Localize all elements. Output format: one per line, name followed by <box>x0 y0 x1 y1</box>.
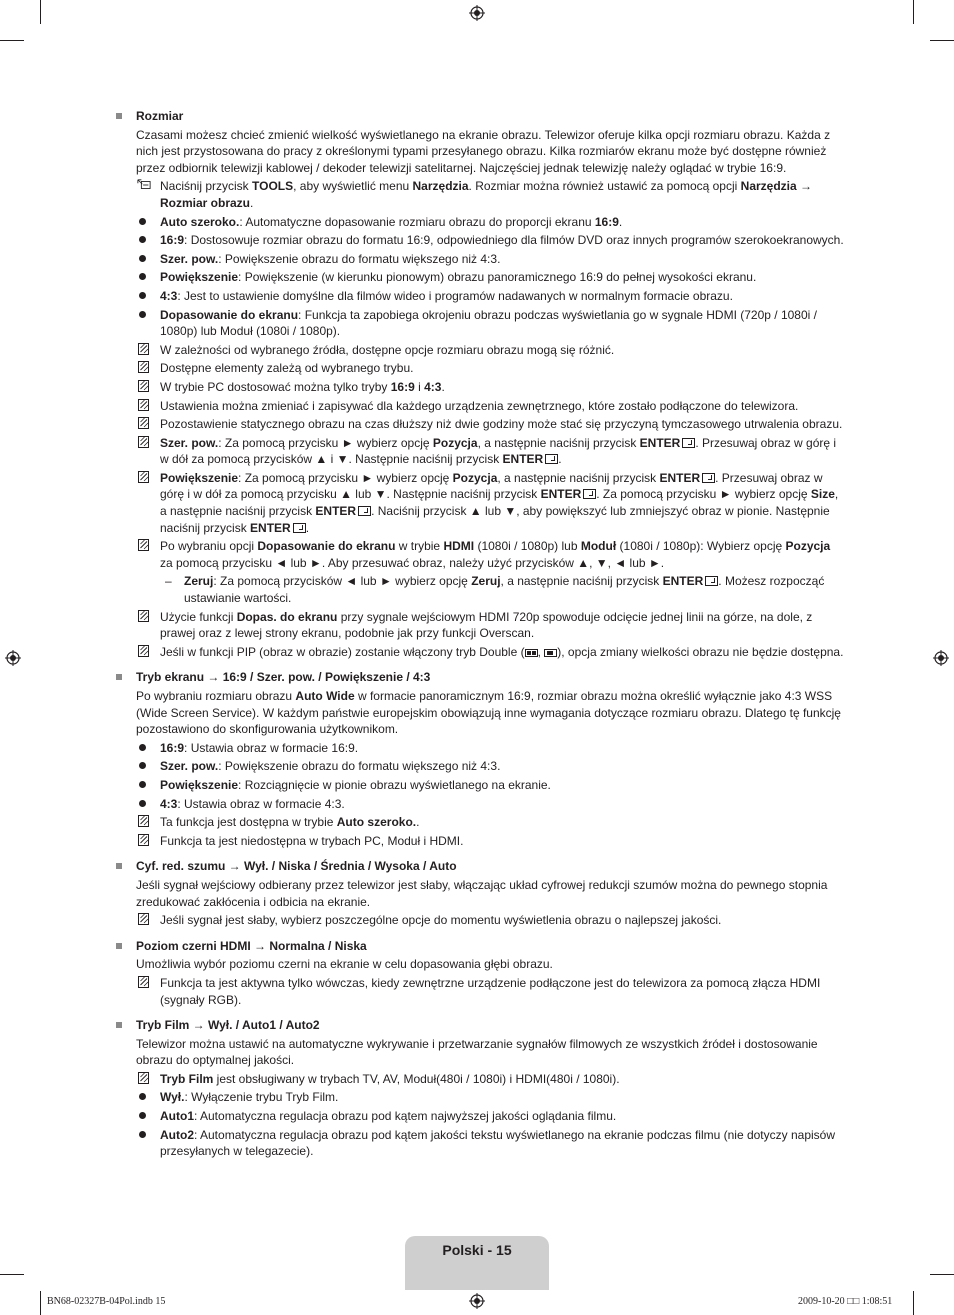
paragraph: Po wybraniu rozmiaru obrazu Auto Wide w formacie panoramicznym 16:9, rozmiar obrazu można określić wyłącznie jako 4:3 WSS (Wide Screen Service). W każdym państwie europejskim obowiązują inne wymagania dotyczące rozmiaru obrazu. Dlatego tę funkcję pozostawiono do skonfigurowania użytkownikom. <box>136 689 841 737</box>
paragraph: Jeśli sygnał wejściowy odbierany przez telewizor jest słaby, włączając układ cyfrowej redukcji szumów można do pewnego stopnia zredukować zakłócenia i odbicia na ekranie. <box>136 877 828 909</box>
note-item: Pozostawienie statycznego obrazu na czas dłuższy niż dwie godziny może stać się przyczyną tymczasowego utrwalenia obrazu. <box>115 416 845 433</box>
section <box>115 858 845 928</box>
section <box>115 108 845 660</box>
bullet-dot-icon <box>139 236 146 243</box>
tools-item: Naciśnij przycisk TOOLS, aby wyświetlić menu Narzędzia. Rozmiar można również ustawić za pomocą opcji Narzędzia → Rozmiar obrazu. <box>115 178 845 211</box>
note-item: Ta funkcja jest dostępna w trybie Auto szeroko.. <box>115 814 845 831</box>
square-bullet-icon <box>116 863 122 869</box>
bullet-dot-icon <box>139 744 146 751</box>
note-icon <box>137 975 151 989</box>
bullet-item: Powiększenie: Rozciągnięcie w pionie obrazu wyświetlanego na ekranie. <box>115 777 845 794</box>
section-heading <box>115 938 845 955</box>
crop-mark <box>0 40 24 41</box>
note-icon <box>137 398 151 412</box>
note-item: Tryb Film jest obsługiwany w trybach TV, AV, Moduł(480i / 1080i) i HDMI(480i / 1080i). <box>115 1071 845 1088</box>
note-icon <box>137 833 151 847</box>
note-icon <box>137 912 151 926</box>
bullet-item: Powiększenie: Powiększenie (w kierunku pionowym) obrazu panoramicznego 16:9 do pełnej wysokości ekranu. <box>115 269 845 286</box>
note-item: Funkcja ta jest aktywna tylko wówczas, kiedy zewnętrzne urządzenie podłączone jest do telewizora za pomocą złącza HDMI (sygnały RGB). <box>115 975 845 1008</box>
note-item: Funkcja ta jest niedostępna w trybach PC, Moduł i HDMI. <box>115 833 845 850</box>
bullet-dot-icon <box>139 781 146 788</box>
square-bullet-icon <box>116 943 122 949</box>
crop-mark <box>913 1291 914 1315</box>
footer-file-name: BN68-02327B-04Pol.indb 15 <box>47 1296 166 1307</box>
section-title: Tryb Film → Wył. / Auto1 / Auto2 <box>136 1018 320 1033</box>
paragraph: Czasami możesz chcieć zmienić wielkość wyświetlanego na ekranie obrazu. Telewizor oferuje kilka opcji rozmiaru obrazu. Każda z nich jest przystosowana do pracy z określonymi typami przesyłanego obrazu. Kilka rozmiarów ekranu może być dostępne również przez odbiornik telewizji kablowej / dekoder telewizji satelitarnej. Najczęściej jednak telewizję należy oglądać w trybie 16:9. <box>136 127 831 175</box>
section-title: Tryb ekranu → 16:9 / Szer. pow. / Powiększenie / 4:3 <box>136 670 431 685</box>
note-icon <box>137 360 151 374</box>
bullet-item: Szer. pow.: Powiększenie obrazu do formatu większego niż 4:3. <box>115 251 845 268</box>
bullet-item: Szer. pow.: Powiększenie obrazu do formatu większego niż 4:3. <box>115 758 845 775</box>
bullet-item: Wył.: Wyłączenie trybu Tryb Film. <box>115 1089 845 1106</box>
note-item: Szer. pow.: Za pomocą przycisku ► wybierz opcję Pozycja, a następnie naciśnij przycisk ENTER . Przesuwaj obraz w górę i w dół za pomocą przycisków ▲ i ▼. Następnie naciśnij przycisk ENTER . <box>115 435 845 468</box>
section <box>115 669 845 849</box>
dash-marker: – <box>165 574 172 589</box>
bullet-dot-icon <box>139 1131 146 1138</box>
bullet-dot-icon <box>139 292 146 299</box>
square-bullet-icon <box>116 1022 122 1028</box>
bullet-dot-icon <box>139 255 146 262</box>
bullet-dot-icon <box>139 1093 146 1100</box>
paragraph: Telewizor można ustawić na automatyczne wykrywanie i przetwarzanie sygnałów filmowych ze wszystkich źródeł i dostosowanie obrazu do optymalnej jakości. <box>136 1036 818 1068</box>
registration-mark-icon <box>469 5 485 21</box>
note-item: Dostępne elementy zależą od wybranego trybu. <box>115 360 845 377</box>
note-item: Po wybraniu opcji Dopasowanie do ekranu w trybie HDMI (1080i / 1080p) lub Moduł (1080i / 1080p): Wybierz opcję Pozycja za pomocą przycisku ◄ lub ►. Aby przesuwać obraz, należy użyć przycisków ▲, ▼, ◄ lub ►. <box>115 538 845 571</box>
note-icon <box>137 435 151 449</box>
registration-mark-icon <box>5 650 21 666</box>
note-icon <box>137 1071 151 1085</box>
crop-mark <box>0 1274 24 1275</box>
section-heading <box>115 858 845 875</box>
bullet-dot-icon <box>139 800 146 807</box>
bullet-item: 4:3: Ustawia obraz w formacie 4:3. <box>115 796 845 813</box>
note-item: Ustawienia można zmieniać i zapisywać dla każdego urządzenia zewnętrznego, które zostało podłączone do telewizora. <box>115 398 845 415</box>
bullet-item: Auto1: Automatyczna regulacja obrazu pod kątem najwyższej jakości oglądania filmu. <box>115 1108 845 1125</box>
note-item: W trybie PC dostosować można tylko tryby 16:9 i 4:3. <box>115 379 845 396</box>
manual-content <box>115 108 845 1162</box>
bullet-dot-icon <box>139 762 146 769</box>
section-heading <box>115 108 845 125</box>
registration-mark-icon <box>469 1293 485 1309</box>
note-icon <box>137 379 151 393</box>
note-item: Użycie funkcji Dopas. do ekranu przy sygnale wejściowym HDMI 720p spowoduje odcięcie jednej linii na górze, na dole, z prawej oraz z lewej strony ekranu, podobnie jak przy funkcji Overscan. <box>115 609 845 642</box>
bullet-item: Dopasowanie do ekranu: Funkcja ta zapobiega okrojeniu obrazu podczas wyświetlania go w sygnale HDMI (720p / 1080i / 1080p) lub Moduł (1080i / 1080p). <box>115 307 845 340</box>
note-icon <box>137 814 151 828</box>
note-icon <box>137 609 151 623</box>
note-item: Jeśli w funkcji PIP (obraz w obrazie) zostanie włączony tryb Double ( , ), opcja zmiany wielkości obrazu nie będzie dostępna. <box>115 644 845 661</box>
section-heading <box>115 669 845 686</box>
section-title: Poziom czerni HDMI → Normalna / Niska <box>136 938 367 953</box>
note-icon <box>137 538 151 552</box>
bullet-item: 16:9: Dostosowuje rozmiar obrazu do formatu 16:9, odpowiedniego dla filmów DVD oraz innych programów szerokoekranowych. <box>115 232 845 249</box>
registration-mark-icon <box>933 650 949 666</box>
bullet-dot-icon <box>139 311 146 318</box>
section-title: Cyf. red. szumu → Wył. / Niska / Średnia / Wysoka / Auto <box>136 859 457 874</box>
section <box>115 938 845 1008</box>
bullet-item: Auto2: Automatyczna regulacja obrazu pod kątem jakości tekstu wyświetlanego na ekranie podczas filmu (nie dotyczy napisów przesyłanych w telegazecie). <box>115 1127 845 1160</box>
bullet-item: 4:3: Jest to ustawienie domyślne dla filmów wideo i programów nadawanych w normalnym formacie obrazu. <box>115 288 845 305</box>
note-icon <box>137 644 151 658</box>
note-icon <box>137 470 151 484</box>
bullet-dot-icon <box>139 218 146 225</box>
page-number: Polski - 15 <box>442 1242 512 1258</box>
note-item: Jeśli sygnał jest słaby, wybierz poszczególne opcje do momentu wyświetlenia obrazu o najlepszej jakości. <box>115 912 845 929</box>
crop-mark <box>40 1291 41 1315</box>
section <box>115 1017 845 1160</box>
footer-timestamp: 2009-10-20 □□ 1:08:51 <box>798 1296 893 1307</box>
bullet-item: Auto szeroko.: Automatyczne dopasowanie rozmiaru obrazu do proporcji ekranu 16:9. <box>115 214 845 231</box>
bullet-dot-icon <box>139 273 146 280</box>
crop-mark <box>930 40 954 41</box>
bullet-dot-icon <box>139 1112 146 1119</box>
section-title: Rozmiar <box>136 109 184 123</box>
crop-mark <box>913 0 914 24</box>
dash-item: – Zeruj: Za pomocą przycisków ◄ lub ► wybierz opcję Zeruj, a następnie naciśnij przycisk ENTER . Możesz rozpocząć ustawianie wartości. <box>165 574 825 606</box>
section-heading <box>115 1017 845 1034</box>
tools-icon <box>137 178 151 192</box>
note-icon <box>137 342 151 356</box>
paragraph: Umożliwia wybór poziomu czerni na ekranie w celu dopasowania głębi obrazu. <box>136 957 553 972</box>
bullet-item: 16:9: Ustawia obraz w formacie 16:9. <box>115 740 845 757</box>
note-item: Powiększenie: Za pomocą przycisku ► wybierz opcję Pozycja, a następnie naciśnij przycisk ENTER . Przesuwaj obraz w górę i w dół za pomocą przycisku ▲ lub ▼. Następnie naciśnij przycisk ENTER . Za pomocą przycisku ► wybierz opcję Size, a następnie naciśnij przycisk ENTER . Naciśnij przycisk ▲ lub ▼, aby powiększyć lub zmniejszyć obraz w pionie. Następnie naciśnij przycisk ENTER . <box>115 470 845 536</box>
note-item: W zależności od wybranego źródła, dostępne opcje rozmiaru obrazu mogą się różnić. <box>115 342 845 359</box>
crop-mark <box>40 0 41 24</box>
note-icon <box>137 416 151 430</box>
square-bullet-icon <box>116 674 122 680</box>
square-bullet-icon <box>116 113 122 119</box>
crop-mark <box>930 1274 954 1275</box>
